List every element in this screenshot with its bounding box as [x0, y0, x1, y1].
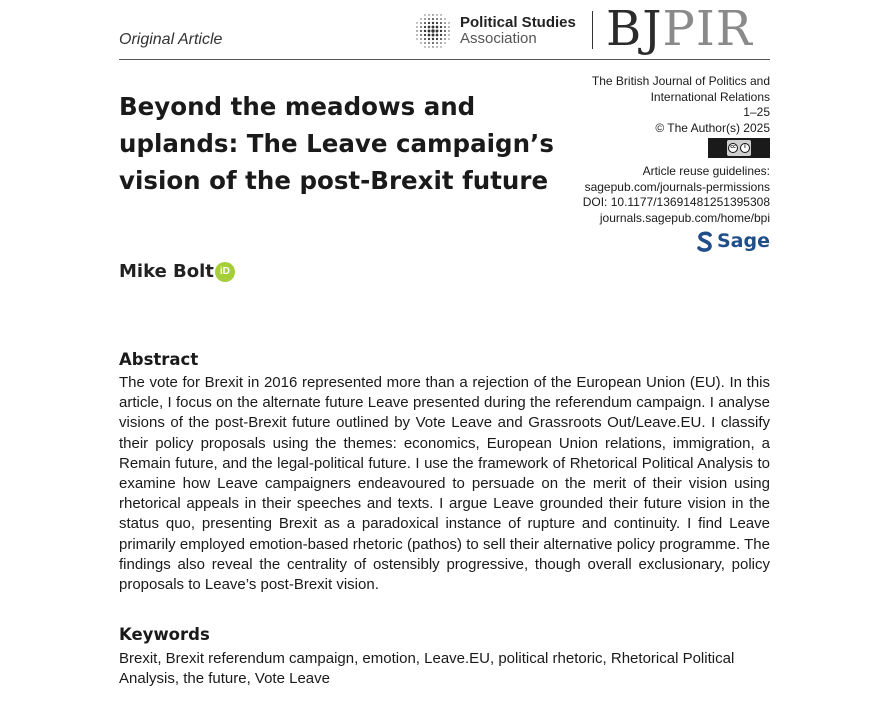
psa-dot	[448, 22, 449, 23]
psa-dot	[432, 34, 435, 37]
psa-dot	[432, 46, 433, 47]
sage-wordmark: Sage	[717, 230, 770, 253]
psa-dot	[420, 30, 422, 32]
psa-dot	[420, 22, 422, 24]
psa-dot	[436, 38, 438, 40]
psa-dot	[448, 26, 449, 27]
psa-dot	[424, 42, 426, 44]
psa-dot	[436, 34, 439, 37]
psa-dot	[448, 34, 449, 35]
psa-dot	[440, 34, 442, 36]
psa-dot	[431, 29, 434, 32]
psa-dot	[444, 26, 446, 28]
reuse-label: Article reuse guidelines:	[642, 164, 770, 178]
article-meta	[530, 74, 770, 258]
psa-dot	[424, 38, 426, 40]
journal-logo-pir: PIR	[662, 1, 753, 57]
psa-dot	[432, 38, 434, 40]
copyright: © The Author(s) 2025	[655, 120, 770, 135]
psa-dot	[428, 38, 430, 40]
psa-logo	[414, 11, 576, 51]
abstract-heading: Abstract	[119, 350, 199, 369]
journal-name-line1: The British Journal of Politics and	[591, 74, 770, 88]
psa-dot	[416, 34, 417, 35]
psa-dot	[424, 18, 426, 20]
psa-dot	[444, 30, 446, 32]
psa-dot	[424, 26, 426, 28]
psa-dot	[428, 18, 430, 20]
psa-dot	[428, 14, 429, 15]
psa-dot	[432, 22, 434, 24]
psa-dot	[440, 30, 442, 32]
article-type: Original Article	[119, 31, 223, 48]
psa-dot	[420, 38, 422, 40]
psa-dot	[424, 30, 426, 32]
psa-name-line2: Association	[460, 30, 537, 47]
psa-dot	[448, 30, 449, 31]
psa-dot	[432, 14, 433, 15]
author-name: Mike Bolt	[119, 261, 214, 282]
psa-dot	[436, 14, 437, 15]
psa-name-line1: Political Studies	[460, 14, 576, 31]
logo-divider	[592, 11, 593, 49]
psa-dot	[420, 26, 422, 28]
psa-dot	[444, 38, 446, 40]
psa-dot	[440, 18, 442, 20]
reuse-link[interactable]: sagepub.com/journals-permissions	[584, 179, 770, 194]
psa-dot	[448, 38, 449, 39]
psa-dot	[416, 38, 417, 39]
psa-dot	[436, 46, 437, 47]
psa-dots-icon	[414, 12, 452, 50]
psa-dot	[428, 22, 430, 24]
psa-dot	[436, 18, 438, 20]
psa-dot	[436, 42, 438, 44]
psa-dot	[416, 26, 417, 27]
psa-dot	[440, 46, 441, 47]
doi[interactable]: DOI: 10.1177/13691481251395308	[582, 195, 770, 209]
journal-logo	[606, 3, 753, 55]
psa-dot	[424, 46, 425, 47]
psa-dot	[440, 22, 442, 24]
psa-dot	[436, 22, 438, 24]
psa-dot	[428, 34, 431, 37]
cc-by-icon[interactable]: cc i	[708, 138, 770, 158]
psa-dot	[424, 22, 426, 24]
psa-dot	[424, 34, 426, 36]
sage-logo	[697, 231, 770, 253]
psa-dot	[420, 34, 422, 36]
psa-dot	[440, 38, 442, 40]
psa-dot	[440, 14, 441, 15]
psa-dot	[444, 34, 446, 36]
psa-dot	[436, 26, 439, 29]
article-title: Beyond the meadows and uplands: The Leave campaign’s vision of the post-Brexit future	[119, 92, 554, 195]
keywords-heading: Keywords	[119, 625, 210, 644]
page-range: 1–25	[743, 105, 770, 119]
psa-dot	[428, 46, 429, 47]
author	[119, 261, 235, 282]
keywords-text: Brexit, Brexit referendum campaign, emotion, Leave.EU, political rhetoric, Rhetorical Political Analysis, the future, Vote Leave	[119, 650, 735, 688]
psa-dot	[440, 26, 442, 28]
journal-logo-bj: BJ	[606, 1, 663, 57]
header-rule	[119, 59, 770, 60]
psa-dot	[436, 30, 439, 33]
psa-dot	[424, 14, 425, 15]
psa-dot	[420, 18, 421, 19]
psa-dot	[444, 42, 445, 43]
psa-dot	[432, 42, 434, 44]
psa-dot	[444, 18, 445, 19]
psa-dot	[444, 22, 446, 24]
abstract-text: The vote for Brexit in 2016 represented more than a rejection of the European Union (EU). In this article, I focus on the alternate future Leave presented during the referendum campaign. I analyse visions of the post-Brexit future outlined by Vote Leave and Grassroots Out/Leave.EU. I classify their policy proposals using the themes: economics, European Union relations, immigration, a Remain future, and the legal-political future. I use the framework of Rhetorical Political Analysis to examine how Leave campaigners endeavoured to persuade on the merit of their vision using rhetorical appeals in their speeches and texts. I argue Leave grounded their future vision in the status quo, presenting Brexit as a paradoxical instance of rupture and continuity. I find Leave primarily employed emotion-based rhetoric (pathos) to sell their alternative policy programme. The findings also reveal the centrality of ostensibly progressive, though overall exclusionary, policy proposals to Leave’s post-Brexit vision.	[119, 374, 770, 594]
orcid-icon[interactable]: iD	[215, 262, 235, 282]
psa-dot	[432, 26, 435, 29]
journal-name-line2: International Relations	[650, 89, 770, 104]
psa-dot	[428, 42, 430, 44]
psa-dot	[416, 30, 417, 31]
journal-url[interactable]: journals.sagepub.com/home/bpi	[599, 210, 770, 225]
psa-dot	[416, 22, 417, 23]
psa-dot	[428, 26, 431, 29]
psa-dot	[428, 30, 431, 33]
sage-s-icon	[697, 231, 713, 253]
psa-wordmark	[460, 15, 576, 47]
psa-dot	[440, 42, 442, 44]
psa-dot	[420, 42, 421, 43]
psa-dot	[432, 18, 434, 20]
